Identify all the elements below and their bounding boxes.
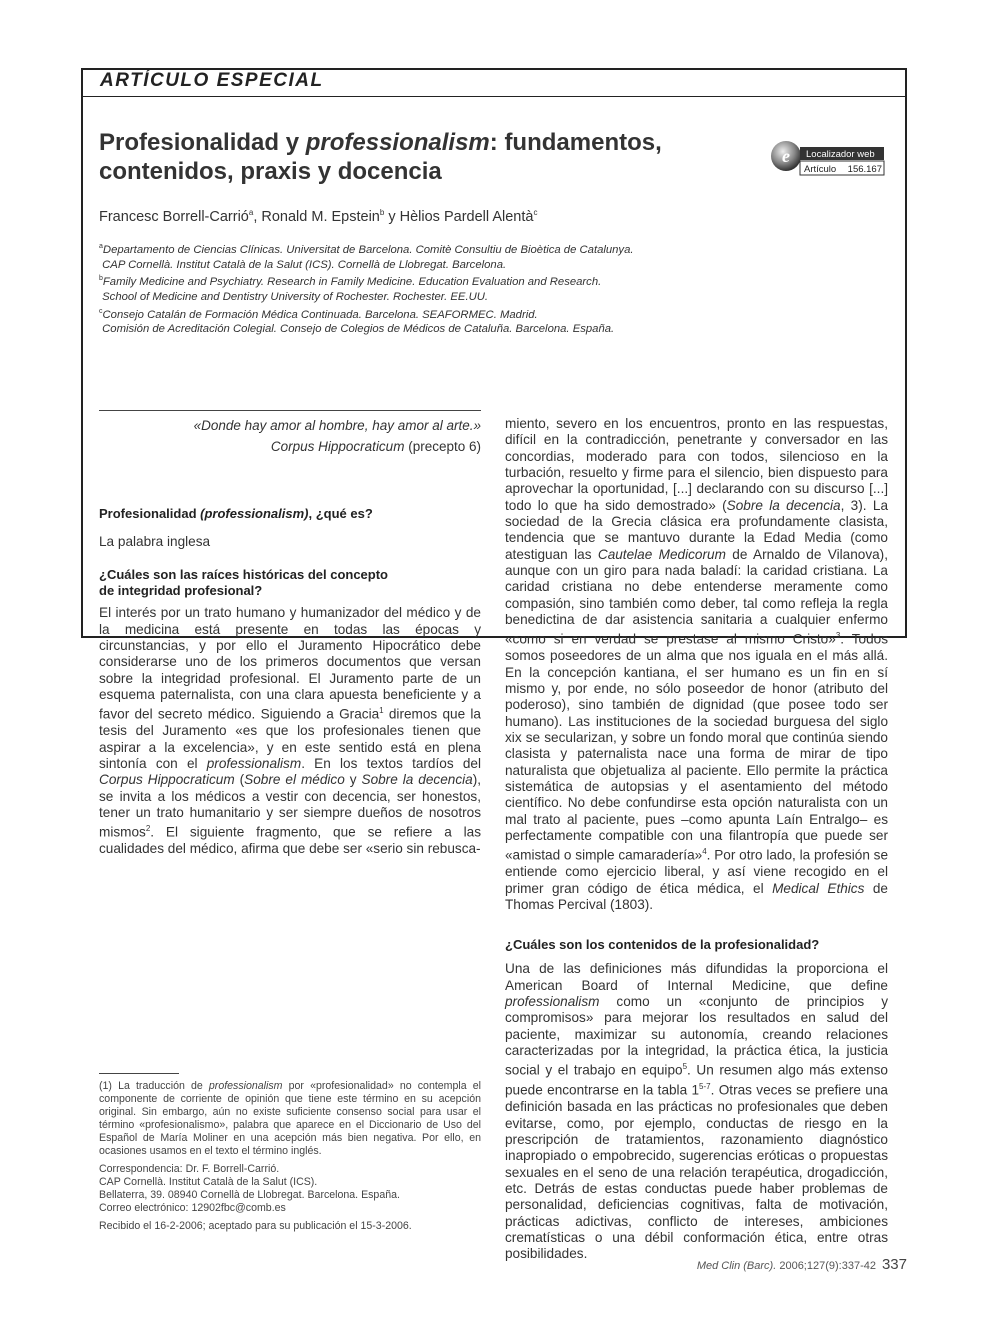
article-title — [99, 128, 699, 186]
affiliation-line: $^a$Departamento de Ciencias Clínicas. Universitat de Barcelona. Comitè Consultiu de Bioètica de Catalunya. — [99, 243, 634, 256]
affiliation-line: School of Medicine and Dentistry University of Rochester. Rochester. EE.UU. — [102, 290, 489, 303]
paragraph-3: miento, severo en los encuentros, pronto en las respuestas, difícil en la contradicción, penetrante y conversador en las concordias, moderado para con todos, silencioso en la turbación, resuelto y firme para el silencio, bien dispuesto para aprovechar la oportunidad, [...] declarando con su discurso [...] todo lo que ha sido demostrado» (Sobre la decencia, 3). La sociedad de la Grecia clásica era profundamente clasista, tendencia que se mantuvo durante la Edad Media (como atestiguan las Cautelae Medicorum de Arnaldo de Vilanova), aunque con un giro para nada baladí: la caridad cristiana. La caridad cristiana no debe entenderse meramente como compasión, sino también como deber, tal como refleja la regla benedictina de dar asistencia sanitaria a cualquier enfermo «como si en verdad se prestase al mismo Cristo»$^3$. Todos somos poseedores de un alma que nos iguala en el más allá. En la concepción kantiana, el ser humano es un fin en sí mismo y, por ende, no sólo poseedor de honor (atributo del poderoso), sino también de dignidad (que posee todo ser humano). Las instituciones de la sociedad burguesa del siglo xix se secularizan, y sobre un fondo moral que continúa siendo clasista y paternalista nace una forma de mirar de tipo naturalista que objetualiza al paciente. Ello permite la práctica sistemática de autopsias y el asentamiento del método científico. No debe confundirse esta opción naturalista con un mal trato al paciente, pues –como apunta Laín Entralgo– es perfectamente compatible con una filantropía que puede ser «amistad o simple camaradería»$^4$. Por otro lado, la profesión se entiende como ejercicio liberal, y así viene recogido en el primer gran código de ética médica, el Medical Ethics de Thomas Percival (1803). — [505, 416, 889, 913]
affiliation-line: $^b$Family Medicine and Psychiatry. Research in Family Medicine. Education Evaluation and Research. — [99, 275, 602, 289]
title-line2: contenidos, praxis y docencia — [99, 158, 442, 185]
correspondence-line: Bellaterra, 39. 08940 Cornellà de Llobregat. Barcelona. España. — [99, 1189, 400, 1201]
correspondence — [99, 1163, 481, 1215]
svg-text:Artículo: Artículo — [804, 164, 837, 175]
title-italic: professionalism — [305, 129, 490, 156]
affiliation-line: CAP Cornellà. Institut Català de la Salut (ICS). Cornellà de Llobregat. Barcelona. — [102, 258, 507, 271]
footer-citation: 2006;127(9):337-42 — [776, 1260, 876, 1272]
epigraph-rule — [99, 410, 481, 411]
correspondence-line: Correspondencia: Dr. F. Borrell-Carrió. — [99, 1163, 280, 1175]
epigraph-source: Corpus Hippocraticum — [270, 439, 405, 454]
title-part1: Profesionalidad y — [99, 129, 306, 156]
heading-2: ¿Cuáles son las raíces históricas del concepto de integridad profesional? — [99, 567, 388, 599]
web-locator-logo — [770, 140, 886, 178]
svg-text:Localizador web: Localizador web — [806, 149, 875, 160]
footnote: (1) La traducción de professionalism por «profesionalidad» no contempla el componente de corriente de opinión que tiene este término en su acepción original. Sin embargo, aún no existe suficiente consenso social para usar el término «profesionalismo», palabra que aparece en el Diccionario de Uso del Español de María Moliner en una acepción más bien negativa. Por ello, en ocasiones usamos en el texto el término inglés. — [99, 1080, 481, 1157]
author-name: Francesc Borrell-Carrió — [99, 208, 249, 225]
right-column — [505, 416, 888, 1263]
left-column — [99, 506, 481, 858]
author-affil-mark: a — [248, 208, 254, 217]
svg-text:156.167: 156.167 — [847, 164, 882, 175]
affiliations — [99, 240, 634, 337]
section-label: ARTÍCULO ESPECIAL — [100, 70, 324, 91]
paragraph-2: El interés por un trato humano y humanizador del médico y de la medicina está presente en todas las épocas y circunstancias, y por ello el Juramento Hipocrático debe considerarse uno de los primeros documentos que versan sobre la integridad profesional. El Juramento parte de un esquema paternalista, con una clara apuesta beneficiente y a favor del secreto médico. Siguiendo a Gracia$^1$ diremos que la tesis del Juramento «es que los profesionales tienen que aspirar a la excelencia», y en este sentido está en plena sintonía con el professionalism. En los textos tardíos del Corpus Hippocraticum (Sobre el médico y Sobre la decencia), se invita a los médicos a vestir con decencia, ser honestos, tener un trato humanitario y ser siempre dueños de nosotros mismos$^2$. El siguiente fragmento, que se refiere a las cualidades del médico, afirma que debe ser «serio sin rebusca- — [99, 605, 482, 857]
epigraph-source-rest: (precepto 6) — [404, 439, 481, 454]
svg-text:e: e — [782, 146, 790, 166]
paragraph-4: Una de las definiciones más difundidas la proporciona el American Board of Internal Medicine, que define professionalism como un «conjunto de principios y compromisos» para mejorar los resultados en salud del paciente, maximizar su autonomía, creando relaciones caracterizadas por la integridad, la práctica ética, la justicia social y el trabajo en equipo$^5$. Un resumen algo más extenso puede encontrarse en la tabla 1$^{5-7}$. Otras veces se prefiere una definición basada en las prácticas no profesionales que deben evitarse, como, por ejemplo, conductas de riesgo en la prescripción de tratamientos, razonamiento diagnóstico inapropiado o empobrecido, sugerencias eróticas o propuestas sexuales en el seno de una relación terapéutica, drogadicción, etc. Detrás de estas conductas puede haber problemas de personalidad, deficiencias cognitivas, falta de motivación, prácticas adictivas, conflicto de intereses, ambiciones crematísticas o una débil conformación ética, entre otras posibilidades. — [505, 961, 888, 1262]
web-locator-badge[interactable] — [770, 140, 886, 178]
author-affil-mark: c — [533, 208, 538, 217]
section-rule — [81, 96, 907, 97]
title-part2: : fundamentos, — [489, 129, 662, 156]
author-name: Ronald M. Epstein — [261, 208, 380, 225]
correspondence-line: Correo electrónico: 12902fbc@comb.es — [99, 1202, 286, 1214]
footnote-rule — [99, 1073, 179, 1074]
heading-3: ¿Cuáles son los contenidos de la profesionalidad? — [505, 937, 820, 953]
affiliation-line: $^c$Consejo Catalán de Formación Médica Continuada. Barcelona. SEAFORMEC. Madrid. — [99, 307, 538, 321]
epigraph-quote: «Donde hay amor al hombre, hay amor al arte.» — [193, 418, 481, 433]
heading-1: Profesionalidad (professionalism), ¿qué es? — [99, 506, 373, 521]
page-footer — [697, 1256, 907, 1273]
epigraph — [99, 415, 481, 457]
paragraph-1: La palabra inglesa — [99, 534, 211, 549]
author-affil-mark: b — [379, 208, 385, 217]
author-name: Hèlios Pardell Alentà — [399, 208, 534, 225]
authors: Francesc Borrell-Carrió$^a$, Ronald M. Epstein$^b$ y Hèlios Pardell Alentà$^c$ — [99, 208, 538, 225]
received-dates: Recibido el 16-2-2006; aceptado para su publicación el 15-3-2006. — [99, 1220, 412, 1232]
page-number: 337 — [881, 1256, 907, 1273]
affiliation-line: Comisión de Acreditación Colegial. Consejo de Colegios de Médicos de Cataluña. Barcelona. España. — [102, 323, 615, 336]
correspondence-line: CAP Cornellà. Institut Català de la Salut (ICS). — [99, 1176, 318, 1188]
footer-journal: Med Clin (Barc). — [696, 1260, 777, 1272]
